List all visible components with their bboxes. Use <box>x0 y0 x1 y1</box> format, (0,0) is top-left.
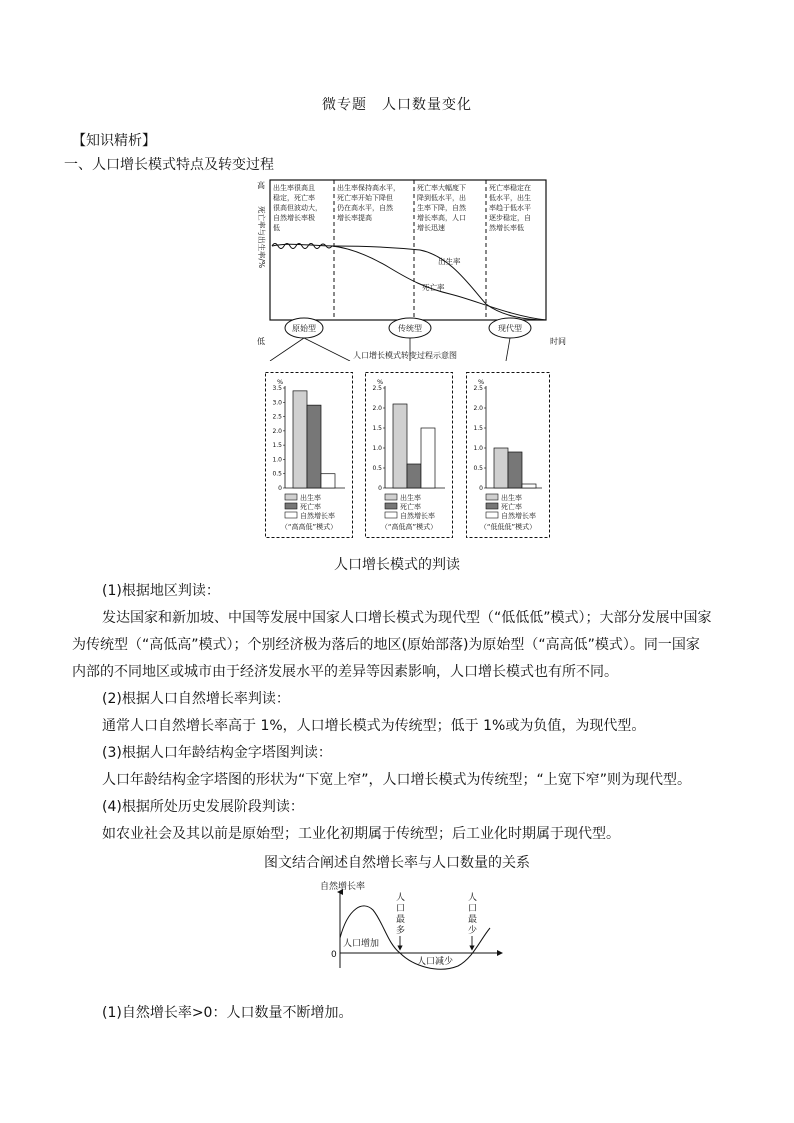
bar-panel-traditional <box>365 372 453 538</box>
panel-tick-label: 2.0 <box>372 405 382 412</box>
legend-swatch <box>486 494 498 500</box>
svg-text:增长率高，人口: 增长率高，人口 <box>417 214 466 222</box>
growth-least-label <box>468 891 477 936</box>
legend-swatch <box>285 503 297 509</box>
bar-birth-rate <box>293 391 307 488</box>
legend-swatch <box>385 494 397 500</box>
bar-panel-modern <box>466 372 550 538</box>
panel-mode-label: （“高低高”模式） <box>380 523 438 531</box>
connector-line <box>270 338 304 361</box>
growth-rate-diagram <box>318 878 504 978</box>
section2-caption: 人口增长模式的判读 <box>334 557 460 573</box>
death-rate-curve <box>272 244 546 321</box>
legend-label: 出生率 <box>300 494 321 502</box>
para-1-heading: (1)根据地区判读： <box>102 583 220 599</box>
svg-text:仍在高水平，自然: 仍在高水平，自然 <box>337 204 393 212</box>
growth-decrease-label: 人口减少 <box>417 957 454 967</box>
diagram-caption: 人口增长模式转变过程示意图 <box>353 351 457 360</box>
stage-4-text <box>489 183 531 232</box>
para-line: 发达国家和新加坡、中国等发展中国家人口增长模式为现代型（“低低低”模式）；大部分发展中国家 <box>102 610 712 626</box>
growth-y-label: 自然增长率 <box>320 882 366 892</box>
panel-tick-label: 0.5 <box>473 465 483 472</box>
section3-caption: 图文结合阐述自然增长率与人口数量的关系 <box>264 855 530 871</box>
growth-most-label <box>396 891 405 936</box>
legend-label: 自然增长率 <box>501 512 536 520</box>
legend-label: 自然增长率 <box>300 512 335 520</box>
subheading: 一、人口增长模式特点及转变过程 <box>64 157 274 173</box>
panel-tick-label: 0 <box>278 485 282 492</box>
panel-tick-label: 1.5 <box>372 425 382 432</box>
connector-line <box>304 338 350 361</box>
svg-text:多: 多 <box>396 926 406 936</box>
para-2-heading: (2)根据人口自然增长率判读： <box>102 691 290 707</box>
svg-text:率趋于低水平: 率趋于低水平 <box>489 204 531 212</box>
svg-text:降到低水平，出: 降到低水平，出 <box>417 194 466 202</box>
svg-text:自然增长率极: 自然增长率极 <box>273 214 315 222</box>
panel-tick-label: 0.5 <box>372 465 382 472</box>
svg-text:出生率保持高水平，: 出生率保持高水平， <box>337 184 400 192</box>
bar-growth-rate <box>522 484 536 488</box>
svg-text:死亡率开始下降但: 死亡率开始下降但 <box>337 194 393 202</box>
para-line: 通常人口自然增长率高于 1%，人口增长模式为传统型；低于 1%或为负值，为现代型。 <box>102 718 646 734</box>
last-line: (1)自然增长率>0：人口数量不断增加。 <box>102 1005 353 1021</box>
stage-1-text <box>273 183 322 232</box>
birth-curve-label: 出生率 <box>438 257 461 266</box>
svg-text:死亡率大幅度下: 死亡率大幅度下 <box>417 184 466 192</box>
svg-text:稳定，死亡率: 稳定，死亡率 <box>273 194 315 202</box>
panel-tick-label: 2.5 <box>473 385 483 392</box>
panel-tick-label: 3.0 <box>272 399 282 407</box>
panel-tick-label: 2.0 <box>473 405 483 412</box>
legend-swatch <box>285 512 297 518</box>
legend-swatch <box>385 512 397 518</box>
bar-growth-rate <box>421 428 435 488</box>
svg-text:少: 少 <box>468 926 478 936</box>
bar-death-rate <box>307 405 321 488</box>
panel-tick-label: 1.0 <box>372 445 382 452</box>
panel-tick-label: 3.5 <box>272 385 282 392</box>
y-high-label: 高 <box>257 181 265 190</box>
panel-unit: % <box>377 378 384 386</box>
svg-text:口: 口 <box>468 904 478 914</box>
death-curve-label: 死亡率 <box>422 283 445 292</box>
para-3-heading: (3)根据人口年龄结构金字塔图判读： <box>102 745 332 761</box>
panel-unit: % <box>478 378 485 386</box>
svg-text:增长率提高: 增长率提高 <box>337 214 372 222</box>
svg-text:最: 最 <box>468 915 478 925</box>
bar-death-rate <box>508 452 522 488</box>
legend-label: 死亡率 <box>300 503 321 511</box>
panel-tick-label: 0 <box>378 485 382 492</box>
section-heading: 【知识精析】 <box>72 133 156 149</box>
svg-text:人: 人 <box>468 893 478 903</box>
type-modern-label: 现代型 <box>498 324 522 333</box>
legend-label: 死亡率 <box>501 503 522 511</box>
svg-text:口: 口 <box>396 904 406 914</box>
para-line: 为传统型（“高低高”模式）；个别经济极为落后的地区(原始部落)为原始型（“高高低”模式）。同一国家 <box>72 637 700 653</box>
svg-text:低: 低 <box>273 224 280 232</box>
panel-tick-label: 0.5 <box>272 470 282 478</box>
para-line: 如农业社会及其以前是原始型；工业化初期属于传统型；后工业化时期属于现代型。 <box>102 826 620 842</box>
svg-text:人: 人 <box>396 893 406 903</box>
svg-text:然增长率低: 然增长率低 <box>489 224 524 232</box>
legend-label: 死亡率 <box>400 503 421 511</box>
panel-tick-label: 0 <box>479 485 483 492</box>
para-line: 人口年龄结构金字塔图的形状为“下宽上窄”，人口增长模式为传统型；“上宽下窄”则为现代型。 <box>102 772 692 788</box>
bar-panel-primitive <box>265 372 353 538</box>
svg-text:增长迅速: 增长迅速 <box>417 224 445 232</box>
growth-zero-label: 0 <box>331 950 337 960</box>
stage-3-text <box>417 183 467 232</box>
y-axis-label: 死亡率与出生率/% <box>257 206 266 269</box>
svg-text:很高但波动大，: 很高但波动大， <box>273 204 322 212</box>
growth-increase-label: 人口增加 <box>343 939 380 949</box>
svg-text:最: 最 <box>396 915 406 925</box>
bar-death-rate <box>407 464 421 488</box>
birth-rate-curve <box>272 244 546 320</box>
connector-line <box>506 338 510 361</box>
panel-tick-label: 1.0 <box>272 456 282 464</box>
panel-tick-label: 2.0 <box>272 427 282 435</box>
svg-text:生率下降，自然: 生率下降，自然 <box>417 204 466 212</box>
svg-text:逐步稳定，自: 逐步稳定，自 <box>489 214 531 222</box>
bar-birth-rate <box>393 404 407 488</box>
legend-swatch <box>285 494 297 500</box>
page-title: 微专题 人口数量变化 <box>322 97 472 113</box>
legend-label: 出生率 <box>501 494 522 502</box>
panel-unit: % <box>277 378 284 386</box>
population-transition-diagram <box>250 176 580 361</box>
x-axis-label: 时间 <box>550 337 566 346</box>
panel-mode-label: （“低低低”模式） <box>479 523 537 531</box>
type-traditional-label: 传统型 <box>398 324 422 333</box>
legend-label: 自然增长率 <box>400 512 435 520</box>
bar-birth-rate <box>494 448 508 488</box>
legend-swatch <box>385 503 397 509</box>
para-line: 内部的不同地区或城市由于经济发展水平的差异等因素影响，人口增长模式也有所不同。 <box>72 664 618 680</box>
panel-tick-label: 1.5 <box>272 442 282 450</box>
legend-swatch <box>486 503 498 509</box>
bar-growth-rate <box>321 474 335 488</box>
panel-tick-label: 2.5 <box>272 413 282 421</box>
panel-tick-label: 1.5 <box>473 425 483 432</box>
legend-swatch <box>486 512 498 518</box>
y-low-label: 低 <box>257 337 265 346</box>
svg-text:低水平，出生: 低水平，出生 <box>489 194 531 202</box>
panel-tick-label: 1.0 <box>473 445 483 452</box>
panel-mode-label: （“高高低”模式） <box>280 523 338 531</box>
svg-text:死亡率稳定在: 死亡率稳定在 <box>489 184 531 192</box>
legend-label: 出生率 <box>400 494 421 502</box>
para-4-heading: (4)根据所处历史发展阶段判读： <box>102 799 304 815</box>
type-primitive-label: 原始型 <box>292 324 316 333</box>
panel-tick-label: 2.5 <box>372 385 382 392</box>
stage-2-text <box>337 183 400 222</box>
svg-text:出生率很高且: 出生率很高且 <box>273 184 315 192</box>
